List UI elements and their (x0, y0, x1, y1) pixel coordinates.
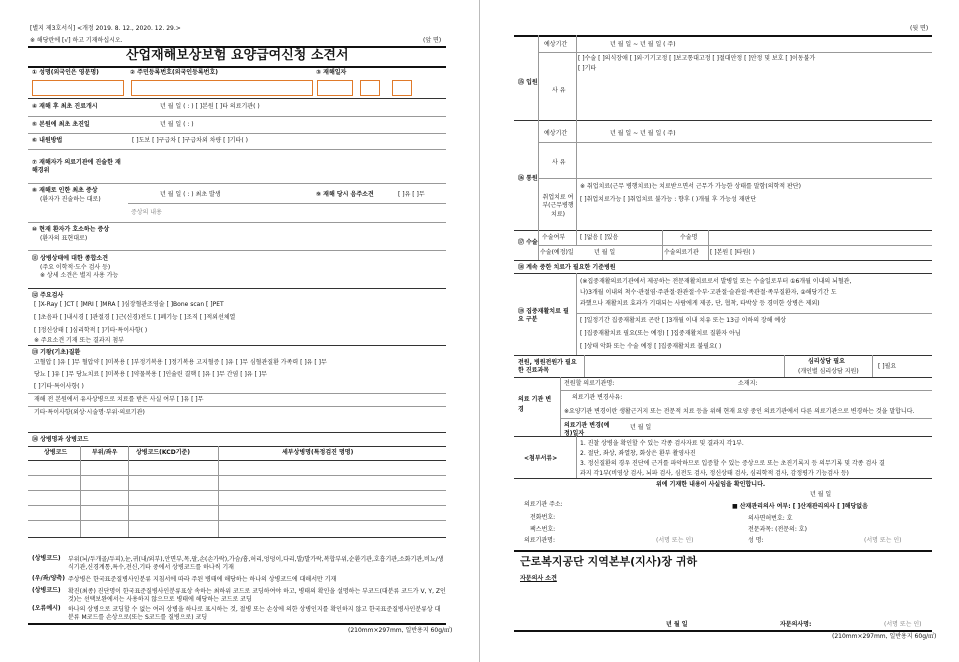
surg-yn-value[interactable]: [ ]없음 [ ]있음 (580, 234, 619, 241)
psych-value[interactable]: [ ]필요 (878, 363, 897, 370)
history-row-5: 기타·특이사항(외상·시술명·부위·의료기관) (34, 409, 145, 416)
work-row2[interactable]: [ ]취업치료가능 [ ]취업치료 불가능 : 향후 ( )개월 후 가능성 재판단 (580, 196, 757, 203)
agency: 근로복지공단 지역본부(지사)장 귀하 (520, 555, 698, 568)
psych-sub: (개인별 심리상담 지원) (798, 368, 859, 375)
instruction: ※ 해당란에 [√] 하고 기재하십시오. (30, 37, 123, 44)
exam-row-2[interactable]: [ ]초음파 [ ]내시경 [ ]관절경 [ ]근(신경)전도 [ ]폐기능 [ ]조직 [ ]적외선체열 (34, 314, 236, 321)
transfer-date[interactable]: 년 월 일 (630, 424, 652, 431)
transfer-hosp[interactable]: 전원할 의료기관명: (564, 380, 615, 387)
accident-date-label: ③ 재해일자 (316, 69, 347, 76)
inpat-title: ⑱ 계속 중한 치료가 필요한 기준병원 (518, 264, 616, 271)
drinking-label: ⑨ 재해 당시 음주소견 (316, 191, 374, 198)
history-label: ⑬ 기왕(기초)질환 (32, 349, 81, 356)
name-input[interactable] (32, 80, 124, 96)
bottom-date[interactable]: 년 월 일 (666, 621, 688, 628)
surg-name-label: 수술명 (680, 234, 698, 241)
transfer-reason-label: 의료 기관 변경 (518, 396, 552, 413)
surg-date-label: 수술(예정)일 (540, 249, 574, 256)
related-injury-label: ⑪ 상병상태에 대한 종합소견 (32, 255, 109, 262)
hosp-period-label: 예상기간 (544, 41, 568, 48)
dx-label: ⑭ 상병명과 상병코드 (32, 436, 89, 443)
specialty[interactable]: 전문과목: (전문의: 호) (748, 526, 807, 533)
history-row-2[interactable]: 당뇨 [ ]유 [ ]무 당뇨치료 [ ]미복용 [ ]약물복용 [ ]인슐린 결핵 [ ]유 [ ]무 간염 [ ]유 [ ]무 (34, 371, 267, 378)
paper-spec: (210mm×297mm, 일반용지 60g/㎡) (348, 627, 453, 634)
cond-opt2[interactable]: [ ]집중재활치료 필요(또는 예정) [ ]집중재활치료 질환자 아님 (580, 330, 741, 337)
dx-col-code: 상병코드 (44, 449, 68, 456)
transfer-reason[interactable]: 의료기관 변경사유: (572, 394, 623, 401)
doc-type[interactable]: ■ 산재관리의사 여부: [ ]산재관리의사 [ ]해당없음 (732, 503, 868, 510)
history-row-1[interactable]: 고혈압 [ ]유 [ ]무 혈압약 [ ]미복용 [ ]부정기복용 [ ]정기복용 고지혈증 [ ]유 [ ]무 심혈관질환 가족력 [ ]유 [ ]무 (34, 359, 327, 366)
hosp-name[interactable]: 의료기관명: (524, 537, 556, 544)
first-symptom-sub: (환자가 진술하는 대로) (40, 196, 101, 203)
visit-method-value[interactable]: [ ]도보 [ ]구급차 [ ]구급차외 차량 [ ]기타( ) (132, 137, 248, 144)
cond-label: ⑲ 집중재활치료 필요 구분 (518, 308, 569, 324)
page-side-back: (뒷 면) (910, 25, 929, 32)
psych-label: 심리상담 필요 (808, 358, 845, 365)
hosp-seal: (서명 또는 인) (656, 537, 694, 544)
work-row1: ※ 취업치료(근무 병행치료)는 치료받으면서 근무가 가능한 상태를 말함(의학적 판단) (580, 183, 801, 190)
attach-3: 3. 정신질환의 경우 진단에 근거를 파악하므로 입증할 수 있는 증상으로 또는 초진기록지 등 의무기록 및 각종 검사 결 (580, 460, 885, 467)
cond-opt1[interactable]: [ ]일정기간 집중재활치료 곤란 [ ]3개월 이내 치유 또는 13급 이하의 장해 예상 (580, 317, 786, 324)
exam-note: ※ 주요소견 기재 또는 결과지 첨부 (34, 337, 124, 344)
opinion-title: 자문의사 소견 (520, 575, 557, 582)
first-visit-value[interactable]: 년 월 일 ( : ) (160, 121, 194, 128)
drinking-value[interactable]: [ ]유 [ ]무 (398, 191, 425, 198)
page-side: (앞 면) (423, 37, 442, 44)
visit-method-label: ⑥ 내원방법 (32, 137, 63, 144)
month-input[interactable] (360, 80, 380, 96)
history-row-4[interactable]: 재해 전 본원에서 유사상병으로 치료를 받은 사실 여부 [ ]유 [ ]무 (34, 396, 204, 403)
exam-row-3[interactable]: [ ]정신상태 [ ]심리학적 [ ]기타·특이사항( ) (34, 327, 148, 334)
dx-col-side: 부위/좌우 (92, 449, 118, 456)
hosp-addr[interactable]: 의료기관 주소: (524, 501, 563, 508)
current-symptom-label: ⑩ 현재 환자가 호소하는 증상 (32, 226, 110, 233)
first-visit-label: ⑤ 본원에 최초 초진일 (32, 121, 90, 128)
note-4-key: (오류예시) (32, 605, 61, 612)
attach-2: 2. 절단, 좌상, 좌열창, 화상은 환부 촬영사진 (580, 450, 696, 457)
bottom-seal: (서명 또는 인) (884, 621, 922, 628)
surg-date[interactable]: 년 월 일 (594, 249, 616, 256)
hosp-reason-label: 사 유 (552, 87, 566, 94)
transfer-note: ※요양기관 변경이란 생활근거지 또는 전문적 치료 등을 위해 현재 요양 중인 의료기관에서 다른 의료기관으로 변경하는 것을 말합니다. (564, 408, 915, 415)
cond-row1: (※집중재활의료기관에서 제공하는 전문재활치료로서 발병일 또는 수술일로부터 ①6개월 이내의 뇌혈관, (580, 278, 852, 285)
transfer-date-label: 의료기관 변경(예정)일자 (564, 422, 610, 437)
dx-col-detail: 세부상병명(특정검진 명명) (282, 449, 354, 456)
back-page (480, 0, 959, 662)
hosp-label: ⑮ 입원 (518, 79, 538, 86)
note-2-key: (우/좌/양측) (32, 575, 66, 582)
bottom-doc[interactable]: 자문의사명: (780, 621, 812, 628)
sign-date[interactable]: 년 월 일 (810, 491, 832, 498)
attach-4: 과지 각1부(비영상 검사, 뇌파 검사, 심전도 검사, 정신상태 검사, 심리학적 검사, 감정평가 기능검사 등) (580, 470, 849, 477)
first-treat-value[interactable]: 년 월 일 ( : ) [ ]본원 [ ]타 의료기관( ) (160, 103, 260, 110)
transfer-loc[interactable]: 소재지: (738, 380, 758, 387)
attach-1: 1. 진찰 상병을 확인할 수 있는 각종 검사자료 및 결과지 각1부. (580, 440, 744, 447)
front-page (0, 0, 479, 662)
name-label: ① 성명(외국인은 영문명) (32, 69, 99, 76)
hosp-reason-row1[interactable]: [ ]수술 [ ]의식장애 [ ]외·기기고정 [ ]보고통대고정 [ ]절대안정 [ ]안정 및 보호 [ ]이동불가 (578, 55, 816, 62)
year-input[interactable] (317, 80, 353, 96)
first-symptom-label: ⑧ 재해로 인한 최초 증상 (32, 187, 98, 194)
patient-account-label: ⑦ 재해자가 의료기관에 진술한 재해경위 (32, 159, 121, 174)
current-symptom-sub: (환자의 표현대로) (40, 235, 88, 242)
history-row-3[interactable]: [ ]기타·특이사항( ) (34, 383, 84, 390)
cond-row2: 나)3개월 이내의 척수·관절염·주관절·완관절·수부·고관절·슬관절·족관절·족부질환자, ②해당기간 도 (580, 289, 837, 296)
day-input[interactable] (392, 80, 412, 96)
doc-seal: (서명 또는 인) (864, 537, 902, 544)
cond-row3: 과했으나 재활치료 효과가 기대되는 사람에게 제공, 단, 협착, 타박상 등 경미한 상병은 제외) (580, 300, 820, 307)
exam-row-1[interactable]: [ ]X-Ray [ ]CT [ ]MRI [ ]MRA [ ]심장혈관조영술 [ ]Bone scan [ ]PET (34, 301, 224, 308)
symptom-detail-label: 증상의 내용 (131, 209, 162, 216)
hosp-period[interactable]: 년 월 일 ~ 년 월 일 ( 주) (610, 41, 676, 48)
surg-label: ⑰ 수술 (518, 239, 538, 246)
hosp-reason-row2[interactable]: [ ]기타 (578, 65, 597, 72)
surg-yn-label: 수술여부 (542, 234, 566, 241)
note-1-key: (상병코드) (32, 555, 61, 562)
outpt-label: ⑯ 통원 (518, 175, 538, 182)
work-label: 취업치료 여부(근무병행치료) (542, 194, 574, 218)
note-3-key: (상병코드) (32, 587, 61, 594)
note-2-text: 주상병은 한국표준질병사인분류 지침서에 따라 주된 병태에 해당하는 하나의 상병코드에 대해서만 기재 (68, 576, 337, 583)
transfer-label: 전원, 병원전원가 필요한 진료과목 (518, 359, 577, 374)
dx-col-kcd: 상병코드(KCD기준) (136, 449, 191, 456)
outpt-period-label: 예상기간 (544, 130, 568, 137)
fax[interactable]: 팩스번호: (530, 526, 556, 533)
form-number: [별지 제3호서식] <개정 2019. 8. 12., 2020. 12. 29.> (30, 25, 181, 32)
rrn-label: ② 주민등록번호(외국인등록번호) (130, 69, 219, 76)
surg-hosp-value[interactable]: [ ]본원 [ ]타원( ) (710, 249, 755, 256)
note-1-text: 부위(뇌/두개골/두피),눈,귀(내/외부),안면부,목,팔,손(손가락),가슴/흉,허리,엉덩이,다리,발/발가락,복합부위,순환기관,호흡기관,소화기관,비뇨/생식기관,신경계통,특수,전신,기타 중에서 상병코드를 하나씩 기재 (68, 556, 444, 572)
first-treat-label: ④ 재해 후 최초 진료개시 (32, 103, 98, 110)
related-injury-sub1: (주요 이학적·도수 검사 등) (40, 264, 111, 271)
phone[interactable]: 전화번호: (530, 514, 556, 521)
rrn-input[interactable] (131, 80, 313, 96)
related-injury-sub2: ※ 상세 소견은 별지 사용 가능 (40, 272, 119, 279)
outpt-period[interactable]: 년 월 일 ~ 년 월 일 ( 주) (610, 130, 676, 137)
cond-opt3[interactable]: [ ]상태 악화 또는 수술 예정 [ ]집중재활치료 불필요( ) (580, 343, 722, 350)
paper-spec-back: (210mm×297mm, 일반용지 60g/㎡) (832, 633, 937, 640)
attach-label: <첨부서류> (524, 455, 558, 462)
note-3-text: 확진(최종) 진단명이 한국표준질병사인분류표상 속하는 최하위 코드로 코딩하여야 하고, 병태의 확인을 설명하는 부코드(대분류 코드가 V, Y, Z인 것)는 선택보완에서는 사용하지 않으므로 병태에 해당하는 코드로 코딩 (68, 588, 446, 604)
license[interactable]: 의사면허번호: 호 (748, 515, 793, 522)
note-4-text: 하나의 상병으로 코딩할 수 없는 여러 상병을 하나로 표시하는 것, 절병 또는 손상에 의한 상병인지를 확인하지 않고 한국표준질병사인분류상 대분류 M코드를 손상으로(또는 S코드를 질병으로) 코딩 (68, 606, 441, 622)
confirm-text: 위에 기재한 내용이 사실임을 확인합니다. (656, 481, 766, 488)
outpt-reason-label: 사 유 (552, 159, 566, 166)
exam-label: ⑫ 주요검사 (32, 292, 64, 299)
form-title: 산업재해보상보험 요양급여신청 소견서 (126, 48, 349, 63)
doc-name[interactable]: 성 명: (748, 537, 764, 544)
surg-hosp-label: 수술의료기관 (664, 249, 699, 256)
first-symptom-value[interactable]: 년 월 일 ( : ) 최초 발생 (160, 191, 221, 198)
